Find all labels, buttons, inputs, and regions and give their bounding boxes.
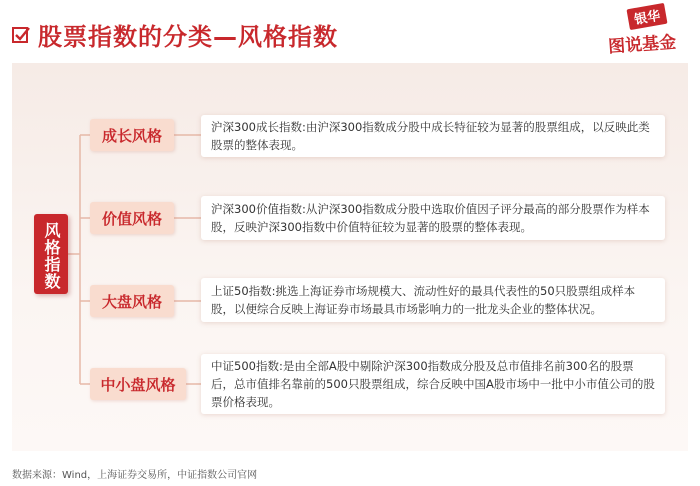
- page-title: 股票指数的分类—风格指数: [38, 23, 338, 51]
- root-node-style-index: [34, 214, 68, 294]
- category-large-cap: 大盘风格: [90, 285, 174, 317]
- description-value-text: 沪深300价值指数:从沪深300指数成分股中选取价值因子评分最高的部分股票作为样本股，反映沪深300指数中价值特征较为显著的股票的整体表现。: [211, 202, 650, 234]
- description-small-mid-cap-text: 中证500指数:是由全部A股中剔除沪深300指数成分股及总市值排名前300名的股票后，总市值排名靠前的500只股票组成，综合反映中国A股市场中一批中小市值公司的股票价格表现。: [211, 359, 655, 409]
- data-source-note: 数据来源：Wind，上海证券交易所，中证指数公司官网: [12, 470, 258, 481]
- category-growth: 成长风格: [90, 119, 174, 151]
- description-growth-text: 沪深300成长指数:由沪深300指数成分股中成长特征较为显著的股票组成，以反映此类股票的整体表现。: [211, 120, 650, 152]
- brand-logo: [604, 6, 694, 58]
- description-value: [201, 196, 665, 240]
- description-growth: [201, 115, 665, 157]
- logo-brand-tagline: 图说基金: [607, 32, 677, 58]
- description-large-cap: [201, 278, 665, 322]
- category-small-mid-cap: 中小盘风格: [90, 368, 186, 400]
- logo-brand-name: 银华: [626, 3, 667, 30]
- category-value: 价值风格: [90, 202, 174, 234]
- checkbox-check-icon: [12, 26, 30, 44]
- description-small-mid-cap: [201, 354, 665, 414]
- description-large-cap-text: 上证50指数:挑选上海证券市场规模大、流动性好的最具代表性的50只股票组成样本股，以便综合反映上海证券市场最具市场影响力的一批龙头企业的整体状况。: [211, 284, 636, 316]
- root-node-label: 风格指数: [42, 222, 61, 290]
